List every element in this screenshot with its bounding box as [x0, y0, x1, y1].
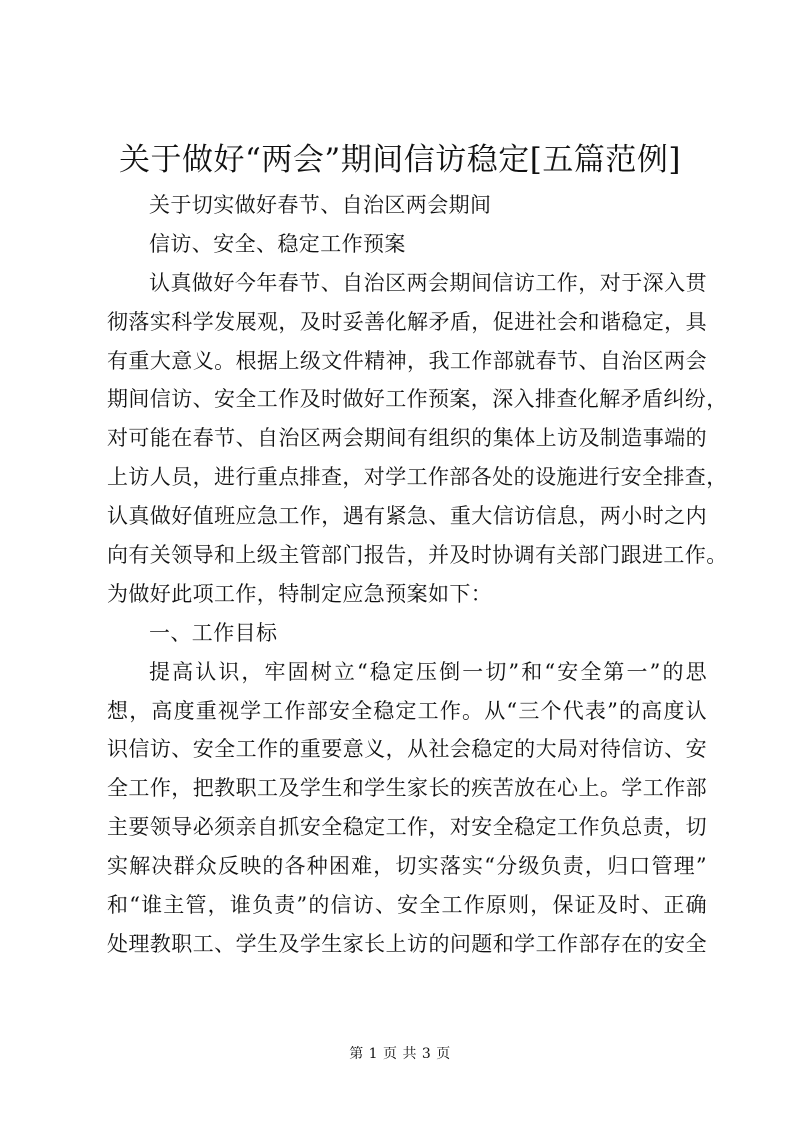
text-line: 处理教职工、学生及学生家长上访的问题和学工作部存在的安全 [107, 931, 707, 956]
text-line: 和“谁主管，谁负责”的信访、安全工作原则，保证及时、正确 [107, 893, 707, 918]
text-line: 提高认识，牢固树立“稳定压倒一切”和“安全第一”的思 [149, 659, 707, 684]
text-line: 关于切实做好春节、自治区两会期间 [149, 193, 492, 217]
text-line: 一、工作目标 [149, 620, 278, 645]
page-footer: 第 1 页 共 3 页 [349, 1046, 451, 1062]
text-line: 主要领导必须亲自抓安全稳定工作，对安全稳定工作负总责，切 [107, 815, 707, 840]
text-line: 向有关领导和上级主管部门报告，并及时协调有关部门跟进工作。 [107, 543, 728, 568]
text-line: 实解决群众反映的各种困难，切实落实“分级负责，归口管理” [107, 854, 707, 879]
text-line: 期间信访、安全工作及时做好工作预案，深入排查化解矛盾纠纷， [107, 387, 728, 412]
text-line: 有重大意义。根据上级文件精神，我工作部就春节、自治区两会 [107, 348, 707, 373]
text-line: 认真做好今年春节、自治区两会期间信访工作，对于深入贯 [149, 270, 707, 295]
text-line: 对可能在春节、自治区两会期间有组织的集体上访及制造事端的 [107, 426, 707, 451]
text-line: 上访人员，进行重点排查，对学工作部各处的设施进行安全排查， [107, 465, 728, 490]
text-line: 识信访、安全工作的重要意义，从社会稳定的大局对待信访、安 [107, 737, 707, 762]
document-body [107, 186, 728, 964]
text-line: 彻落实科学发展观，及时妥善化解矛盾，促进社会和谐稳定，具 [107, 309, 707, 334]
text-line: 想，高度重视学工作部安全稳定工作。从“三个代表”的高度认 [107, 698, 707, 723]
text-line: 为做好此项工作，特制定应急预案如下： [107, 581, 493, 606]
text-line: 信访、安全、稳定工作预案 [149, 231, 406, 256]
text-line: 全工作，把教职工及学生和学生家长的疾苦放在心上。学工作部 [107, 776, 707, 801]
text-line: 认真做好值班应急工作，遇有紧急、重大信访信息，两小时之内 [107, 504, 707, 529]
document-title: 关于做好“两会”期间信访稳定[五篇范例] [119, 142, 681, 178]
